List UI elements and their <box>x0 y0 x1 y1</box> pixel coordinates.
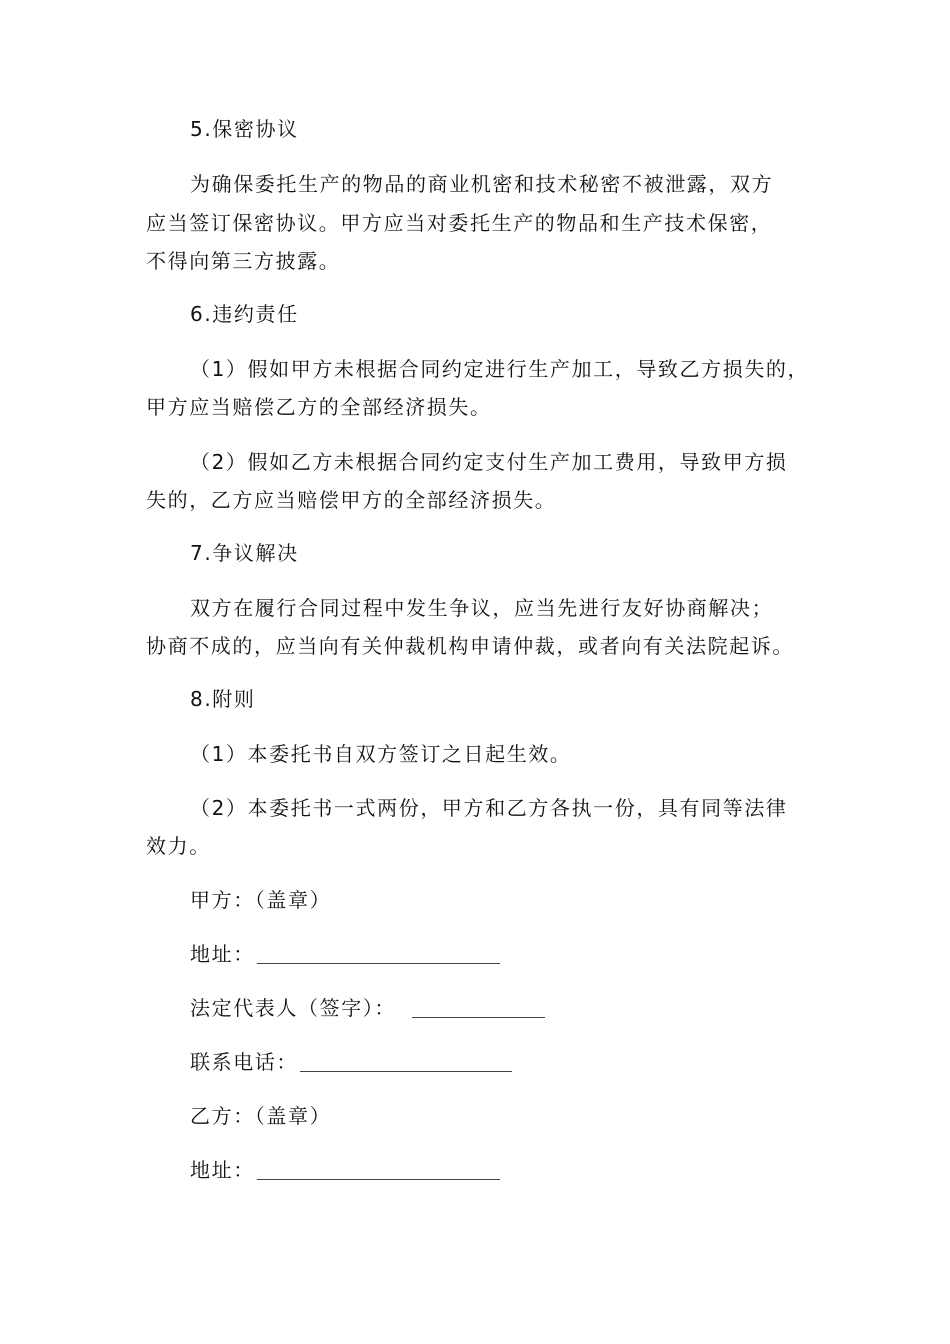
party-a-address-label: 地址： <box>190 942 255 966</box>
section-heading-confidentiality: 5.保密协议 <box>190 117 299 141</box>
supplementary-item1-line-1: （1）本委托书自双方签订之日起生效。 <box>190 742 572 766</box>
party-a-address-blank[interactable] <box>257 963 500 964</box>
confidentiality-para-line-1: 为确保委托生产的物品的商业机密和技术秘密不被泄露，双方 <box>190 172 774 196</box>
section-heading-supplementary: 8.附则 <box>190 687 256 711</box>
party-a-seal-label: 甲方：（盖章） <box>190 888 332 912</box>
phone-blank[interactable] <box>300 1071 512 1072</box>
liability-item2-line-1: （2）假如乙方未根据合同约定支付生产加工费用，导致甲方损 <box>190 450 788 474</box>
confidentiality-para-line-2: 应当签订保密协议。甲方应当对委托生产的物品和生产技术保密， <box>146 211 773 235</box>
supplementary-item2-line-1: （2）本委托书一式两份，甲方和乙方各执一份，具有同等法律 <box>190 796 788 820</box>
confidentiality-para-line-3: 不得向第三方披露。 <box>146 249 341 273</box>
section-heading-dispute: 7.争议解决 <box>190 541 299 565</box>
party-b-seal-label: 乙方：（盖章） <box>190 1104 332 1128</box>
dispute-para-line-2: 协商不成的，应当向有关仲裁机构申请仲裁，或者向有关法院起诉。 <box>146 634 794 658</box>
liability-item1-line-2: 甲方应当赔偿乙方的全部经济损失。 <box>146 395 492 419</box>
section-heading-liability: 6.违约责任 <box>190 302 299 326</box>
legal-representative-blank[interactable] <box>412 1017 545 1018</box>
phone-label: 联系电话： <box>190 1050 298 1074</box>
supplementary-item2-line-2: 效力。 <box>146 834 211 858</box>
legal-representative-label: 法定代表人（签字）： <box>190 996 396 1020</box>
liability-item1-line-1: （1）假如甲方未根据合同约定进行生产加工，导致乙方损失的， <box>190 357 810 381</box>
party-b-address-blank[interactable] <box>257 1179 500 1180</box>
dispute-para-line-1: 双方在履行合同过程中发生争议，应当先进行友好协商解决； <box>190 596 774 620</box>
party-b-address-label: 地址： <box>190 1158 255 1182</box>
liability-item2-line-2: 失的，乙方应当赔偿甲方的全部经济损失。 <box>146 488 557 512</box>
